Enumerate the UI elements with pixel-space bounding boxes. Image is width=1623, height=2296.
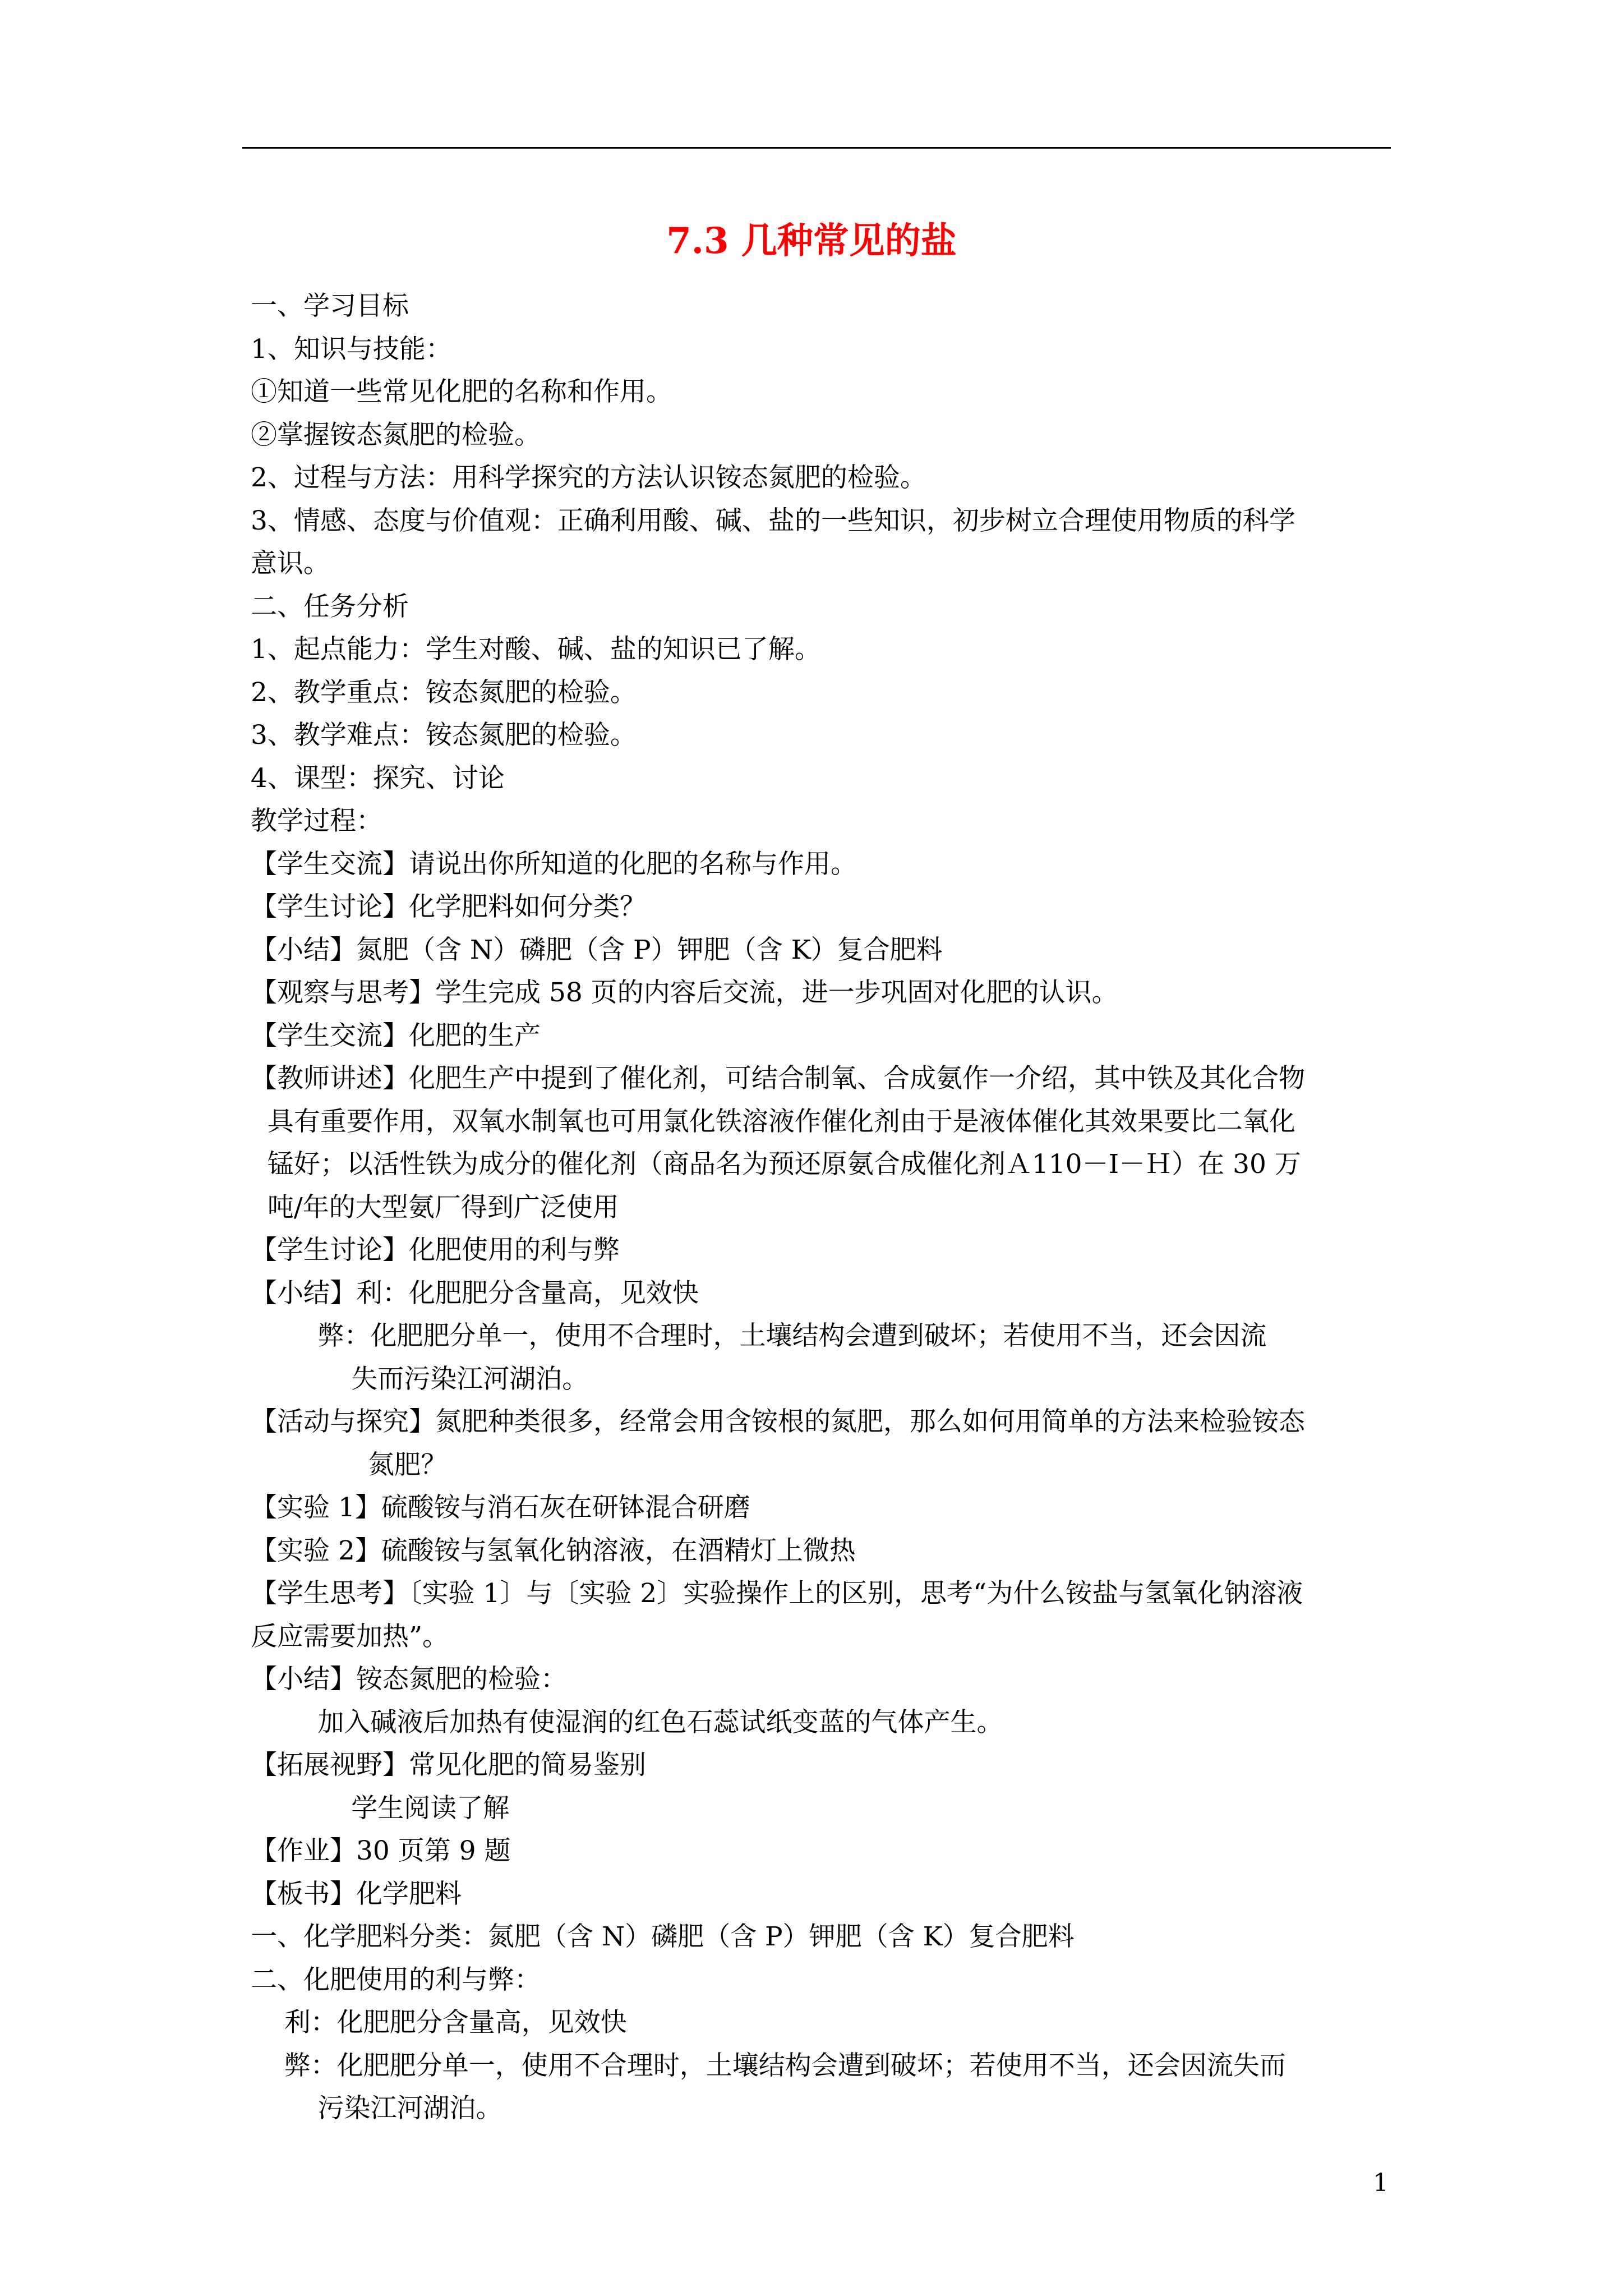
text-line: 【实验 2】硫酸铵与氢氧化钠溶液，在酒精灯上微热 — [251, 1535, 856, 1566]
text-line: 【作业】30 页第 9 题 — [251, 1835, 511, 1866]
text-line: 1、起点能力：学生对酸、碱、盐的知识已了解。 — [251, 634, 821, 665]
text-line: 弊：化肥肥分单一，使用不合理时，土壤结构会遭到破坏；若使用不当，还会因流 — [251, 1320, 1267, 1351]
text-line: 利：化肥肥分含量高，见效快 — [251, 2007, 627, 2038]
text-line: 【观察与思考】学生完成 58 页的内容后交流，进一步巩固对化肥的认识。 — [251, 977, 1118, 1008]
text-line: 污染江河湖泊。 — [251, 2093, 502, 2124]
text-line: 加入碱液后加热有使湿润的红色石蕊试纸变蓝的气体产生。 — [251, 1706, 1003, 1738]
text-line: 具有重要作用，双氧水制氧也可用氯化铁溶液作催化剂由于是液体催化其效果要比二氧化 — [251, 1106, 1295, 1137]
text-line: 【实验 1】硫酸铵与消石灰在研钵混合研磨 — [251, 1492, 750, 1523]
text-line: 吨/年的大型氨厂得到广泛使用 — [251, 1191, 619, 1223]
text-line: ①知道一些常见化肥的名称和作用。 — [251, 376, 672, 407]
text-line: 【学生讨论】化肥使用的利与弊 — [251, 1235, 620, 1266]
text-line: 教学过程： — [251, 806, 382, 836]
text-line: 【拓展视野】常见化肥的简易鉴别 — [251, 1750, 646, 1780]
text-line: 3、情感、态度与价值观：正确利用酸、碱、盐的一些知识，初步树立合理使用物质的科学 — [251, 505, 1295, 536]
text-line: 【小结】铵态氮肥的检验： — [251, 1664, 567, 1695]
text-line: 反应需要加热”。 — [251, 1621, 449, 1652]
text-line: 【板书】化学肥料 — [251, 1878, 462, 1910]
text-line: 2、教学重点：铵态氮肥的检验。 — [251, 677, 637, 708]
text-line: 【教师讲述】化肥生产中提到了催化剂，可结合制氧、合成氨作一介绍，其中铁及其化合物 — [251, 1063, 1305, 1094]
text-line: 意识。 — [251, 548, 330, 579]
text-line: 一、化学肥料分类：氮肥（含 N）磷肥（含 P）钾肥（含 K）复合肥料 — [251, 1921, 1075, 1952]
text-line: 【活动与探究】氮肥种类很多，经常会用含铵根的氮肥，那么如何用简单的方法来检验铵态 — [251, 1406, 1305, 1437]
text-line: 锰好；以活性铁为成分的催化剂（商品名为预还原氨合成催化剂Ａ110－Ⅰ－Ｈ）在 30 万 — [251, 1149, 1301, 1180]
text-line: 2、过程与方法：用科学探究的方法认识铵态氮肥的检验。 — [251, 462, 926, 493]
text-line: 【小结】氮肥（含 N）磷肥（含 P）钾肥（含 K）复合肥料 — [251, 934, 943, 965]
text-line: 【小结】利：化肥肥分含量高，见效快 — [251, 1277, 699, 1309]
text-line: 3、教学难点：铵态氮肥的检验。 — [251, 720, 637, 751]
text-line: 【学生交流】请说出你所知道的化肥的名称与作用。 — [251, 848, 857, 880]
header-rule — [242, 147, 1391, 149]
text-line: 1、知识与技能： — [251, 333, 452, 365]
page-title: 7.3 几种常见的盐 — [666, 220, 957, 262]
document-body — [251, 285, 1406, 2131]
text-line: 【学生交流】化肥的生产 — [251, 1020, 541, 1051]
page-number: 1 — [1373, 2169, 1389, 2197]
text-line: 一、学习目标 — [251, 291, 409, 321]
text-line: 学生阅读了解 — [251, 1792, 510, 1824]
text-line: 二、任务分析 — [251, 591, 409, 622]
text-line: 【学生思考】〔实验 1〕与〔实验 2〕实验操作上的区别，思考“为什么铵盐与氢氧化钠溶液 — [251, 1578, 1303, 1609]
text-line: 弊：化肥肥分单一，使用不合理时，土壤结构会遭到破坏；若使用不当，还会因流失而 — [251, 2050, 1286, 2081]
text-line: 4、课型：探究、讨论 — [251, 762, 505, 794]
text-line: 氮肥？ — [251, 1449, 448, 1480]
text-line: 失而污染江河湖泊。 — [251, 1363, 589, 1395]
text-line: 二、化肥使用的利与弊： — [251, 1964, 541, 1995]
text-line: 【学生讨论】化学肥料如何分类？ — [251, 891, 646, 922]
text-line: ②掌握铵态氮肥的检验。 — [251, 419, 541, 450]
